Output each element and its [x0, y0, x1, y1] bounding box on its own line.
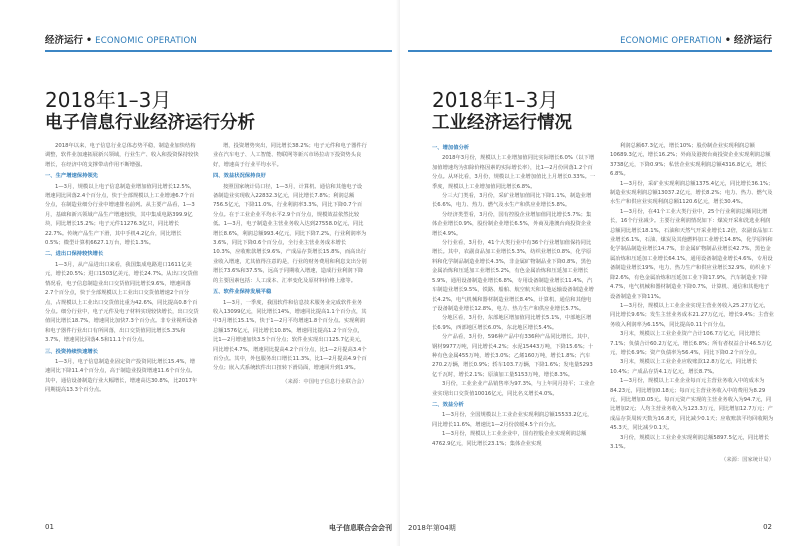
- source-note: （来源：国家统计局）: [721, 457, 774, 464]
- paragraph: 分产品看，3月份，596种产品中有336种产品同比增长。其中，钢材9977万吨，同比增长4.2%；水泥15443万吨，下降15.6%；十种有色金属455万吨，增长3.0%；乙烯160万吨，增长1.8%；汽车270.2万辆，增长0.9%；轿车103.7万辆，下降1.6%；发电量5293亿千瓦时，增长2.1%；原油加工量5153万吨，增长8.3%。: [432, 334, 594, 378]
- paragraph: 1—3月，从产品进出口来看，我国集成电路进口1611亿美元，增长20.5%；进口1503亿美元，增长24.7%。从出口交货值情况看，电子信息制造业出口交货值同比增长9.6%，增速回落2.7个百分点，快于全部规模以上工业出口交货值增速2个百分点，占规模以上工业出口交货值比重为42.6%，同比提高0.8个百分点。细分行业中，电子元件及电子材料实现较快增长，出口交货值同比增长18.7%，增速同比加快7.3个百分点。非专业视听设备和电子器件行业出口有所回落，出口交货值同比增长5.3%和3.7%，增速同比回落4.5和11.1个百分点。: [45, 261, 199, 344]
- left-footer-title: 电子信息联合会会刊: [329, 524, 392, 532]
- section-heading: 五、软件业保持发展平稳: [213, 289, 272, 296]
- paragraph: 按照国家统计局口径，1—3月，计算机、通信和其他电子设备制造业实现收入22832.3亿元，同比增长7.8%；利润总额756.5亿元，下降11.0%，行业利润率3.3%，同比下降0.7个百分点。在于工业企业平均水平2.9个百分点，规模效益依然比较低。1—3月，电子制造业主营业务收入达到27558.0亿元，同比增长8.6%，利润总额993.4亿元，同比下降7.2%，行业利润率为3.6%，同比下降0.6个百分点，全行业主营业务成本增长10.3%，应收账款增长9.6%，产成品存货增长15.8%，而高出行业收入增速，尤其值得注意的是，行业的财务费用和利息支出分别增长73.6%和37.5%，远高于同期收入增速，造成行业利润下降的主要因素包括：人工成本、汇率变化及原材料价格上涨等。: [213, 183, 367, 284]
- right-column-2: [610, 142, 774, 466]
- paragraph: 1—3月，规模以上电子信息制造业增加值同比增长12.5%，增速同比回落2.4个百分点，快于全部规模以上工业增速6.7个百分点，在制造业细分行业中增速排名前列。从主要产品看，1—3月，基础和新兴领域产品生产增速较快，其中集成电路399.9亿块，同比增长15.2%；电子元件11276.3亿只，同比增长22.7%。传统产品生产下滑，其中手机4.2亿台，同比增长0.5%；微型计算机6627.1万台，增长1.3%。: [45, 183, 196, 247]
- right-header-en: ECONOMIC OPERATION: [620, 36, 722, 46]
- right-title-date: 2018年1–3月: [432, 88, 559, 112]
- paragraph: 1—3月份，采矿业实现利润总额1375.4亿元，同比增长36.1%；制造业实现利润总额13037.2亿元，增长8.2%；电力、热力、燃气及水生产和供应业实现利润总额1120.6亿元，增长30.4%。: [610, 180, 774, 206]
- left-header-cn: 经济运行: [45, 35, 84, 46]
- left-section-header: [45, 32, 197, 46]
- right-header-rule: [408, 50, 772, 52]
- paragraph: 3月末，规模以上工业企业应收账款12.8万亿元，同比增长10.4%；产成品存货4.1万亿元，增长8.7%。: [610, 359, 757, 375]
- right-title-main: 工业经济运行情况: [432, 113, 572, 133]
- left-header-rule: [45, 50, 392, 52]
- paragraph: 1—3月份，规模以上工业企业实现主营业务收入25.27万亿元，同比增长9.6%；发生主营业务成本21.27万亿元，增长9.4%；主营业务收入利润率为6.15%，同比提高0.11个百分点。: [610, 302, 774, 328]
- right-column-1: [432, 142, 596, 466]
- paragraph: 1—3月，电子信息制造业固定资产投资同比增长15.4%，增速同比下降11.4个百分点，高于制造业投资增速11.6个百分点。其中，通信设备制造行业大幅增长，增速高达30.8%，比2017年同期提高13.3个百分点。: [45, 358, 198, 394]
- source-note: （来源：中国电子信息行业联合会）: [282, 378, 367, 385]
- paragraph: 1—3月份，规模以上工业企业中，国有控股企业实现利润总额4762.9亿元，同比增长23.1%；集体企业实现: [432, 431, 587, 447]
- right-header-cn: 经济运行: [733, 35, 772, 46]
- left-footer: [0, 523, 400, 533]
- section-heading: 二、效益分析: [432, 401, 464, 408]
- paragraph: 3月末，规模以上工业企业资产合计106.7万亿元，同比增长7.1%；负债合计60.2万亿元，增长6.8%；所有者权益合计46.5万亿元，增长6.9%；资产负债率为56.4%，同比下降0.2个百分点。: [610, 331, 772, 356]
- right-page: [400, 0, 800, 546]
- left-column-1: [45, 142, 199, 396]
- paragraph: 2018年以来，电子信息行业总体态势平稳，制造业加快结构调整，软件业加速拓展新兴领域，行业生产、收入和投资保持较快增长，在经济中的支撑带动作用不断增强。: [45, 143, 199, 168]
- paragraph: 1—3月份，在41个工业大类行业中，25个行业利润总额同比增长，16个行业减少。主要行业利润情况如下：煤炭开采和洗选业利润总额同比增长18.1%，石油和天然气开采业增长1.2倍，农副食品加工业增长6.1%，石油、煤炭及其他燃料加工业增长14.8%，化学原料和化学制品制造业增长14.7%，非金属矿物制品业增长42.7%，黑色金属冶炼和压延加工业增长64.1%，通用设备制造业增长4.6%，专用设备制造业增长19%，电力、热力生产和供应业增长32.9%，纺织业下降2.6%，有色金属冶炼和压延加工业下降17.9%，汽车制造业下降4.7%，电气机械和器材制造业下降0.7%，计算机、通信和其他电子设备制造业下降11%。: [610, 208, 773, 300]
- section-heading: 三、投资持续快速增长: [45, 348, 98, 355]
- paragraph: 利润总额67.3亿元，增长10%；股份制企业实现利润总额10689.3亿元，增长16.2%；外商及港澳台商投资企业实现利润总额3738亿元，下降0.9%；私营企业实现利润总额4316.8亿元，增长6.8%。: [610, 143, 771, 178]
- right-footer: [400, 523, 800, 533]
- left-title-main: 电子信息行业经济运行分析: [45, 113, 255, 133]
- right-article-title: [432, 88, 572, 134]
- paragraph: 1—3月，一季度，我国软件和信息技术服务业完成软件业务收入13099亿元，同比增长14%，增速同比提高1.1个百分点，其中3月增长15.1%，快于1—2月平均增速1.8个百分点。实现利润总额1576亿元，同比增长10.8%，增速同比提高1.2个百分点，比1—2月增速加快3.5个百分点；软件业实现出口125.7亿美元，同比增长4.7%，增速同比提高4.2个百分点，比1—2月提高3.4个百分点。其中，外包服务出口增长11.3%，比1—2月提高4.9个百分点；嵌入式系统软件出口扭转下滑局面，增速回升到1.9%。: [213, 299, 367, 372]
- paragraph: 分经济类型看，3月份，国有控股企业增加值同比增长5.7%；集体企业增长0.9%，股份制企业增长6.5%，外商及港澳台商投资企业增长4.9%。: [432, 211, 592, 237]
- left-header-sep: •: [86, 35, 93, 46]
- paragraph: 分地区看，3月份，东部地区增加值同比增长5.1%，中部地区增长6.9%，西部地区增长6.0%，东北地区增长5.4%。: [432, 315, 592, 331]
- paragraph: 增，投资增势突出，同比增长38.2%；电子元件和电子器件行业在汽车电子、人工智能、物联网等新兴市场拉动下投资势头良好，增速高于行业平均水平。: [213, 143, 367, 168]
- right-header-sep: •: [724, 35, 731, 46]
- left-column-2: [213, 142, 367, 396]
- section-heading: 二、进出口保持较快增长: [45, 251, 104, 258]
- paragraph: 分三大门类看，3月份，采矿业增加值同比下降1.1%，制造业增长6.6%，电力、热力、燃气及水生产和供应业增长5.8%。: [432, 193, 592, 209]
- section-heading: 一、增加值分析: [432, 145, 470, 151]
- right-body: [432, 142, 774, 466]
- left-body: [45, 142, 367, 396]
- paragraph: 2018年3月份，规模以上工业增加值同比实际增长6.0%（以下增加值增速均为扣除价格因素的实际增长率），比1—2月份回落1.2个百分点。从环比看，3月份，规模以上工业增加值比上月增长0.33%。一季度，规模以上工业增加值同比增长6.8%。: [432, 155, 596, 190]
- left-page-number: 01: [45, 523, 54, 531]
- paragraph: 1—3月份，全国规模以上工业企业实现利润总额15533.2亿元，同比增长11.6%，增速比1—2月份放缓4.5个百分点。: [432, 412, 593, 428]
- paragraph: 3月份，工业企业产品销售率为97.3%，与上年同月持平；工业企业实现出口交货值10016亿元，同比名义增长4.0%。: [432, 381, 595, 397]
- paragraph: 1—3月份，规模以上工业企业每百元主营业务收入中的成本为84.23元，同比增加0.18元；每百元主营业务收入中的费用为8.29元，同比增加0.05元。每百元资产实现的主营业务收入为94.7元，同比增加2元；人均主营业务收入为123.3万元，同比增加12.7万元；产成品存货周转天数为16.8天，同比减少0.1天；应收账款平均回收期为45.3天，同比减少0.1天。: [610, 378, 774, 432]
- left-article-title: [45, 88, 255, 134]
- left-header-en: ECONOMIC OPERATION: [95, 36, 197, 46]
- paragraph: 分行业看，3月份，41个大类行业中有36个行业增加值保持同比增长。其中，农副食品加工业增长5.3%，纺织业增长0.8%，化学原料和化学制品制造业增长4.3%，非金属矿物制品业下降0.8%，黑色金属冶炼和压延加工业增长5.2%，有色金属冶炼和压延加工业增长5.9%，通用设备制造业增长6.8%，专用设备制造业增长11.4%，汽车制造业增长9.5%，铁路、船舶、航空航天和其他运输设备制造业增长4.2%，电气机械和器材制造业增长8.4%，计算机、通信和其他电子设备制造业增长12.8%，电力、热力生产和供应业增长5.7%。: [432, 240, 594, 312]
- left-title-date: 2018年1–3月: [45, 88, 172, 112]
- paragraph: 3月份，规模以上工业企业实现利润总额5897.5亿元，同比增长3.1%。: [610, 434, 770, 450]
- right-section-header: [620, 32, 772, 46]
- section-heading: 一、生产增速保持领先: [45, 173, 98, 180]
- right-page-number: 02: [763, 523, 772, 531]
- right-footer-issue: 2018年第04期: [408, 524, 456, 532]
- section-heading: 四、效益状况保持良好: [213, 173, 266, 180]
